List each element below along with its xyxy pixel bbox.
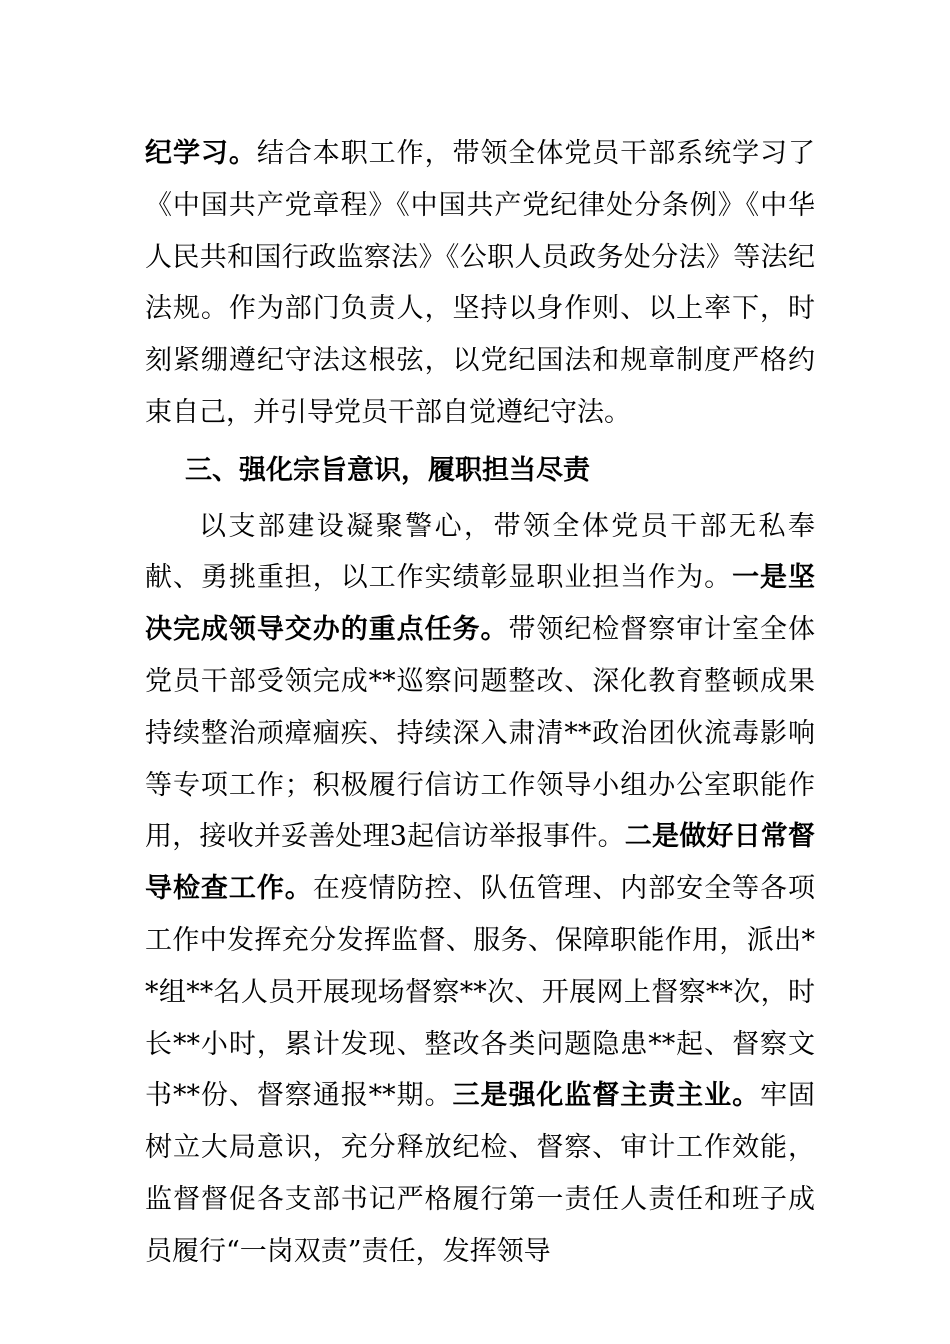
paragraph-lead-bold: 纪学习。 — [145, 138, 257, 169]
point-one-bold: 一是坚决完成领导交办的重点任务。 — [145, 562, 816, 646]
section-heading: 三、强化宗旨意识，履职担当尽责 — [185, 454, 590, 486]
point-three-bold: 三是强化监督主责主业。 — [452, 1080, 761, 1112]
paragraph-text: 牢固树立大局意识，充分释放纪检、督察、审计工作效能，监督督促各支部书记严格履行第一责任人责任和班子成员履行“一岗双责”责任，发挥领导 — [145, 1080, 816, 1267]
paragraph-text: 结合本职工作，带领全体党员干部系统学习了《中国共产党章程》《中国共产党纪律处分条例》《中华人民共和国行政监察法》《公职人员政务处分法》等法纪法规。作为部门负责人，坚持以身作则、以上率下，时刻紧绷遵纪守法这根弦，以党纪国法和规章制度严格约束自己，并引导党员干部自觉遵纪守法。 — [145, 138, 816, 428]
paragraph-duty — [145, 501, 815, 1278]
document-body — [145, 128, 815, 1278]
paragraph-text: 以支部建设凝聚警心，带领全体党员干部无私奉献、勇挑重担，以工作实绩彰显职业担当作为。 — [145, 510, 815, 594]
paragraph-text: 在疫情防控、队伍管理、内部安全等各项工作中发挥充分发挥监督、服务、保障职能作用，派出**组**名人员开展现场督察**次、开展网上督察**次，时长**小时，累计发现、整改各类问题隐患**起、督察文书**份、督察通报**期。 — [145, 873, 816, 1112]
point-two-bold: 二是做好日常督导检查工作。 — [145, 821, 815, 905]
paragraph-discipline-study — [145, 128, 815, 439]
paragraph-text: 带领纪检督察审计室全体党员干部受领完成**巡察问题整改、深化教育整顿成果持续整治顽瘴痼疾、持续深入肃清**政治团伙流毒影响等专项工作；积极履行信访工作领导小组办公室职能作用，接收并妥善处理3起信访举报事件。 — [145, 614, 816, 853]
